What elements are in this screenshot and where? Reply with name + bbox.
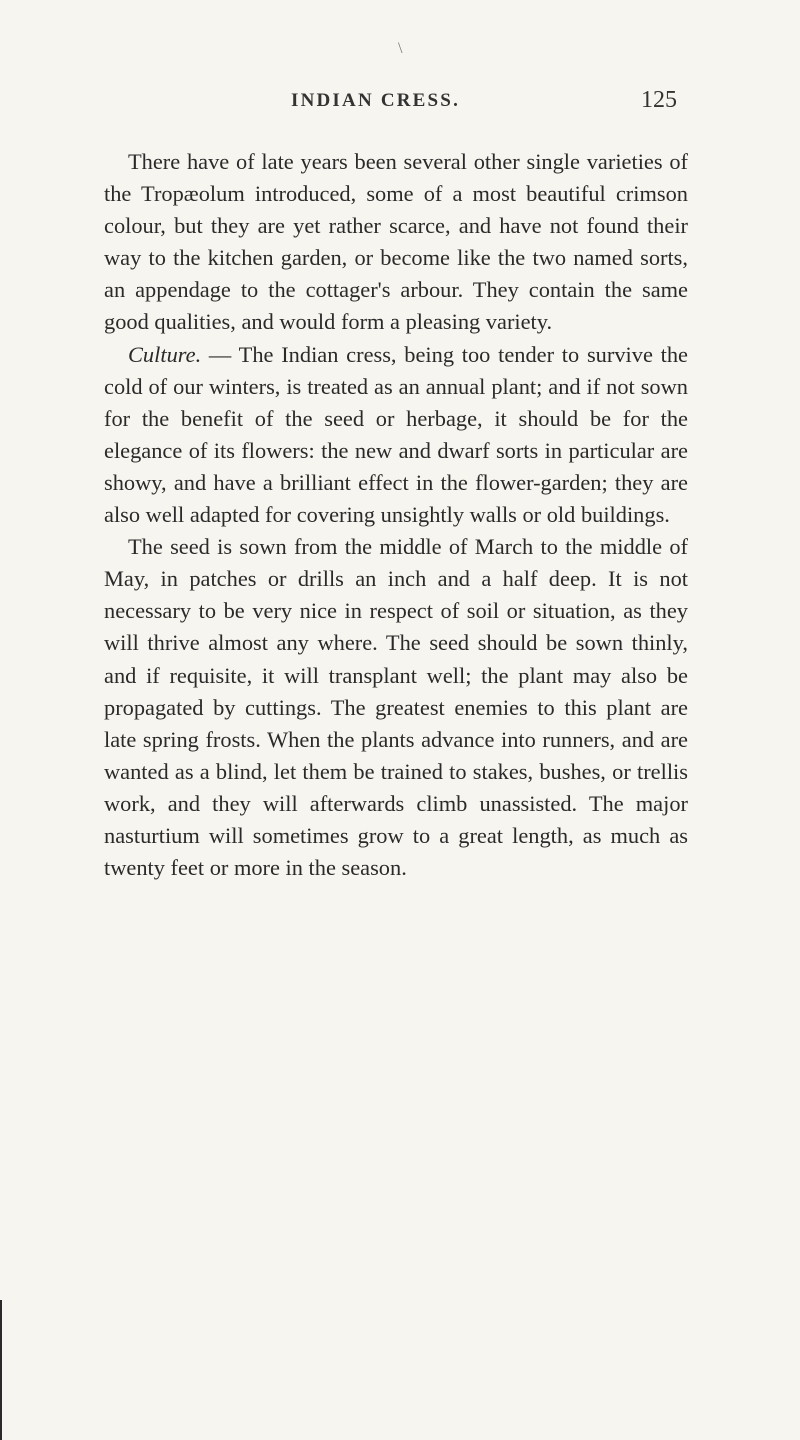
culture-text: — The Indian cress, being too tender to survive the cold of our winters, is treated as an annual plant; and if not sown for the benefit of the seed or herbage, it should be for the elegance of its flowers: the new and dwarf sorts in particular are showy, and have a brilliant effect in the flower-garden; they are also well adapted for covering unsightly walls or old buildings. <box>104 341 688 528</box>
page-edge-rule <box>0 1300 2 1440</box>
body-text <box>104 146 688 884</box>
paragraph-culture <box>104 339 688 532</box>
paragraph-varieties: There have of late years been several other single varieties of the Tropæolum introduced, some of a most beautiful crimson colour, but they are yet rather scarce, and have not found their way to the kitchen garden, or become like the two named sorts, an appendage to the cottager's arbour. They contain the same good qualities, and would form a pleasing variety. <box>104 149 688 335</box>
page-header <box>0 87 800 120</box>
page-number: 125 <box>641 87 677 113</box>
culture-heading: Culture. <box>128 341 202 367</box>
stray-mark: \ <box>398 40 403 57</box>
paragraph-sowing: The seed is sown from the middle of March to the middle of May, in patches or drills an inch and a half deep. It is not necessary to be very nice in respect of soil or situation, as they will thrive almost any where. The seed should be sown thinly, and if requisite, it will transplant well; the plant may also be propagated by cuttings. The greatest enemies to this plant are late spring frosts. When the plants advance into runners, and are wanted as a blind, let them be trained to stakes, bushes, or trellis work, and they will afterwards climb unassisted. The major nasturtium will sometimes grow to a great length, as much as twenty feet or more in the season. <box>104 534 688 881</box>
running-title: INDIAN CRESS. <box>291 90 461 111</box>
